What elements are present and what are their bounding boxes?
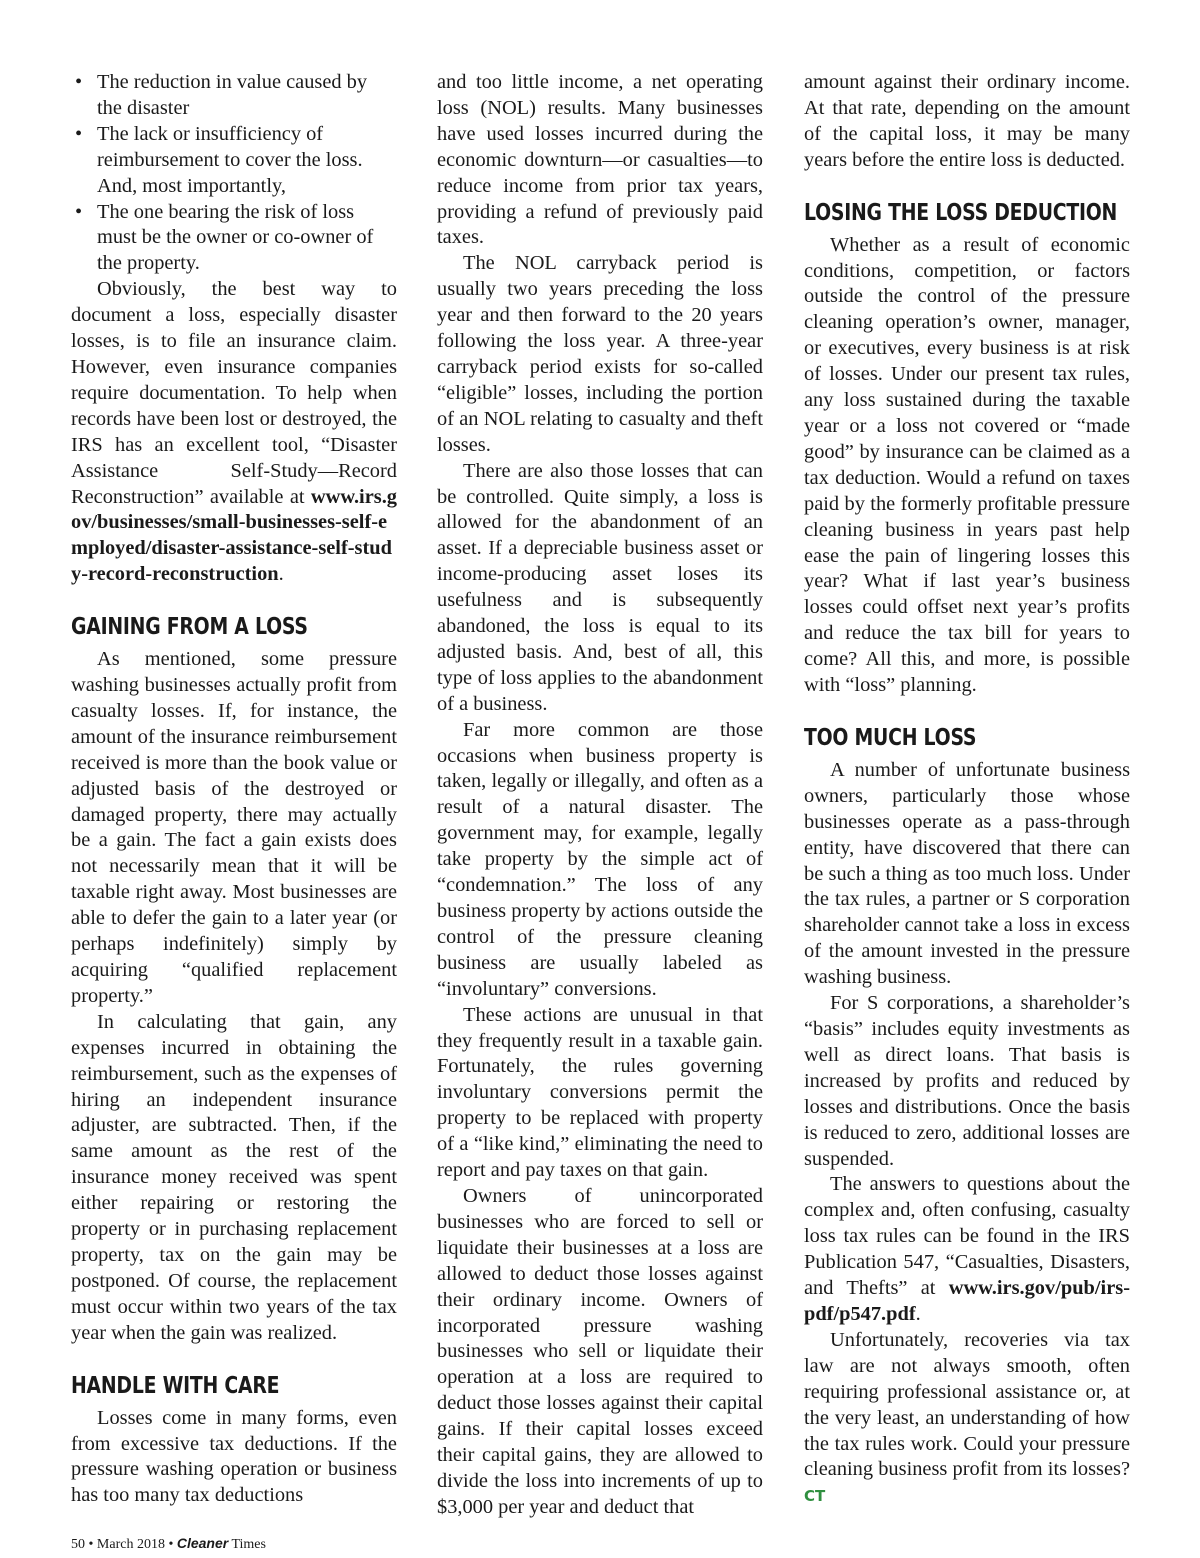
paragraph: Unfortunately, recoveries via tax law are not always smooth, often requiring professional assistance or, at the very least, an understanding of how the tax rules work. Could your pressure cleaning business profit from its losses? CT bbox=[804, 1328, 1130, 1506]
magazine-name: Cleaner bbox=[176, 1535, 229, 1551]
list-item: • The one bearing the risk of loss must be the owner or co-owner of the property. bbox=[75, 200, 374, 275]
column-3 bbox=[804, 70, 1130, 1510]
magazine-name-suffix: Times bbox=[228, 1537, 266, 1552]
bullet-list bbox=[71, 70, 397, 277]
list-item: • The lack or insufficiency of reimbursement to cover the loss. And, most importantly, bbox=[75, 122, 363, 197]
bullet-icon: • bbox=[75, 200, 83, 223]
issue-date: March 2018 bbox=[96, 1537, 165, 1552]
section-heading-losing: LOSING THE LOSS DEDUCTION bbox=[804, 199, 1118, 226]
paragraph: The answers to questions about the complex and, often confusing, casualty loss tax rules can be found in the IRS Publication 547, “Casualties, Disasters, and Thefts” at www.irs.gov/pub/irs-pdf/p547.pdf. bbox=[804, 1173, 1130, 1325]
paragraph: In calculating that gain, any expenses incurred in obtaining the reimbursement, such as the expenses of hiring an independent insurance adjuster, are subtracted. Then, if the same amount as the rest of the insurance money received was spent either repairing or restoring the property or in purchasing replacement property, tax on the gain may be postponed. Of course, the replacement must occur within two years of the tax year when the gain was realized. bbox=[71, 1010, 397, 1344]
ct-end-mark: CT bbox=[804, 1487, 826, 1506]
paragraph: There are also those losses that can be controlled. Quite simply, a loss is allowed for the abandonment of an asset. If a depreciable business asset or income-producing asset loses its usefulness and is subsequently abandoned, the loss is equal to its adjusted basis. And, best of all, this type of loss applies to the abandonment of a business. bbox=[437, 459, 763, 715]
paragraph: Losses come in many forms, even from excessive tax deductions. If the pressure washing operation or business has too many tax deductions bbox=[71, 1406, 397, 1507]
page-footer: 50 • March 2018 • Cleaner Times bbox=[71, 1535, 266, 1552]
list-item: • The reduction in value caused by the disaster bbox=[75, 71, 368, 119]
section-heading-gaining: GAINING FROM A LOSS bbox=[71, 614, 308, 641]
irs-record-reconstruction-link[interactable]: www.irs.gov/businesses/small-businesses-self-employed/disaster-assistance-self-study-record-reconstruction bbox=[71, 485, 397, 586]
column-2 bbox=[437, 70, 763, 1521]
paragraph: amount against their ordinary income. At that rate, depending on the amount of the capital loss, it may be many years before the entire loss is deducted. bbox=[804, 71, 1130, 171]
paragraph: These actions are unusual in that they frequently result in a taxable gain. Fortunately, the rules governing involuntary conversions permit the property to be replaced with property of a “like kind,” eliminating the need to report and pay taxes on that gain. bbox=[437, 1003, 763, 1182]
paragraph: A number of unfortunate business owners, particularly those whose businesses operate as a pass-through entity, have discovered that there can be such a thing as too much loss. Under the tax rules, a partner or S corporation shareholder cannot take a loss in excess of the amount invested in the pressure washing business. bbox=[804, 758, 1130, 989]
paragraph: Obviously, the best way to document a loss, especially disaster losses, is to file an insurance claim. However, even insurance companies require documentation. To help when records have been lost or destroyed, the IRS has an excellent tool, “Disaster Assistance Self-Study—Record Reconstruction” available at www.irs.gov/businesses/small-businesses-self-employed/disaster-assistance-self-study-record-reconstruction. bbox=[71, 278, 397, 586]
page-number: 50 bbox=[71, 1537, 85, 1552]
paragraph: As mentioned, some pressure washing businesses actually profit from casualty losses. If, for instance, the amount of the insurance reimbursement received is more than the book value or adjusted basis of the destroyed or damaged property, there may actually be a gain. The fact a gain exists does not necessarily mean that it will be taxable right away. Most businesses are able to defer the gain to a later year (or perhaps indefinitely) simply by acquiring “qualified replacement property.” bbox=[71, 648, 397, 1007]
section-heading-too-much: TOO MUCH LOSS bbox=[804, 724, 977, 751]
irs-publication-547-link[interactable]: www.irs.gov/pub/irs-pdf/p547.pdf bbox=[804, 1277, 1130, 1325]
paragraph: For S corporations, a shareholder’s “basis” includes equity investments as well as direct loans. That basis is increased by profits and reduced by losses and distributions. Once the basis is reduced to zero, additional losses are suspended. bbox=[804, 992, 1130, 1170]
paragraph: Owners of unincorporated businesses who are forced to sell or liquidate their businesses at a loss are allowed to deduct those losses against their ordinary income. Owners of incorporated pressure washing businesses who sell or liquidate their operation at a loss are required to deduct those losses against their capital gains. If their capital losses exceed their capital gains, they are allowed to divide the loss into increments of up to $3,000 per year and deduct that bbox=[437, 1184, 763, 1518]
paragraph: The NOL carryback period is usually two years preceding the loss year and then forward to the 20 years following the loss year. A three-year carryback period exists for so-called “eligible” losses, including the portion of an NOL relating to casualty and theft losses. bbox=[437, 252, 763, 456]
paragraph: Far more common are those occasions when business property is taken, legally or illegally, and often as a result of a natural disaster. The government may, for example, legally take property by the simple act of “condemnation.” The loss of any business property by actions outside the control of the pressure cleaning business are usually labeled as “involuntary” conversions. bbox=[437, 718, 763, 1000]
paragraph: and too little income, a net operating loss (NOL) results. Many businesses have used losses incurred during the economic downturn—or casualties—to reduce income from prior tax years, providing a refund of previously paid taxes. bbox=[437, 71, 763, 249]
bullet-icon: • bbox=[75, 122, 83, 145]
bullet-icon: • bbox=[75, 71, 83, 93]
section-heading-handle: HANDLE WITH CARE bbox=[71, 1372, 280, 1399]
paragraph: Whether as a result of economic conditions, competition, or factors outside the control of the pressure cleaning operation’s owner, manager, or executives, every business is at risk of losses. Under our present tax rules, any loss sustained during the taxable year or a loss not covered or “made good” by insurance can be claimed as a tax deduction. Would a refund on taxes paid by the formerly profitable pressure cleaning business in years past help ease the pain of lingering losses this year? What if last year’s business losses could offset next year’s profits and reduce the tax bill for years to come? All this, and more, is possible with “loss” planning. bbox=[804, 233, 1130, 697]
column-1 bbox=[71, 70, 397, 1509]
